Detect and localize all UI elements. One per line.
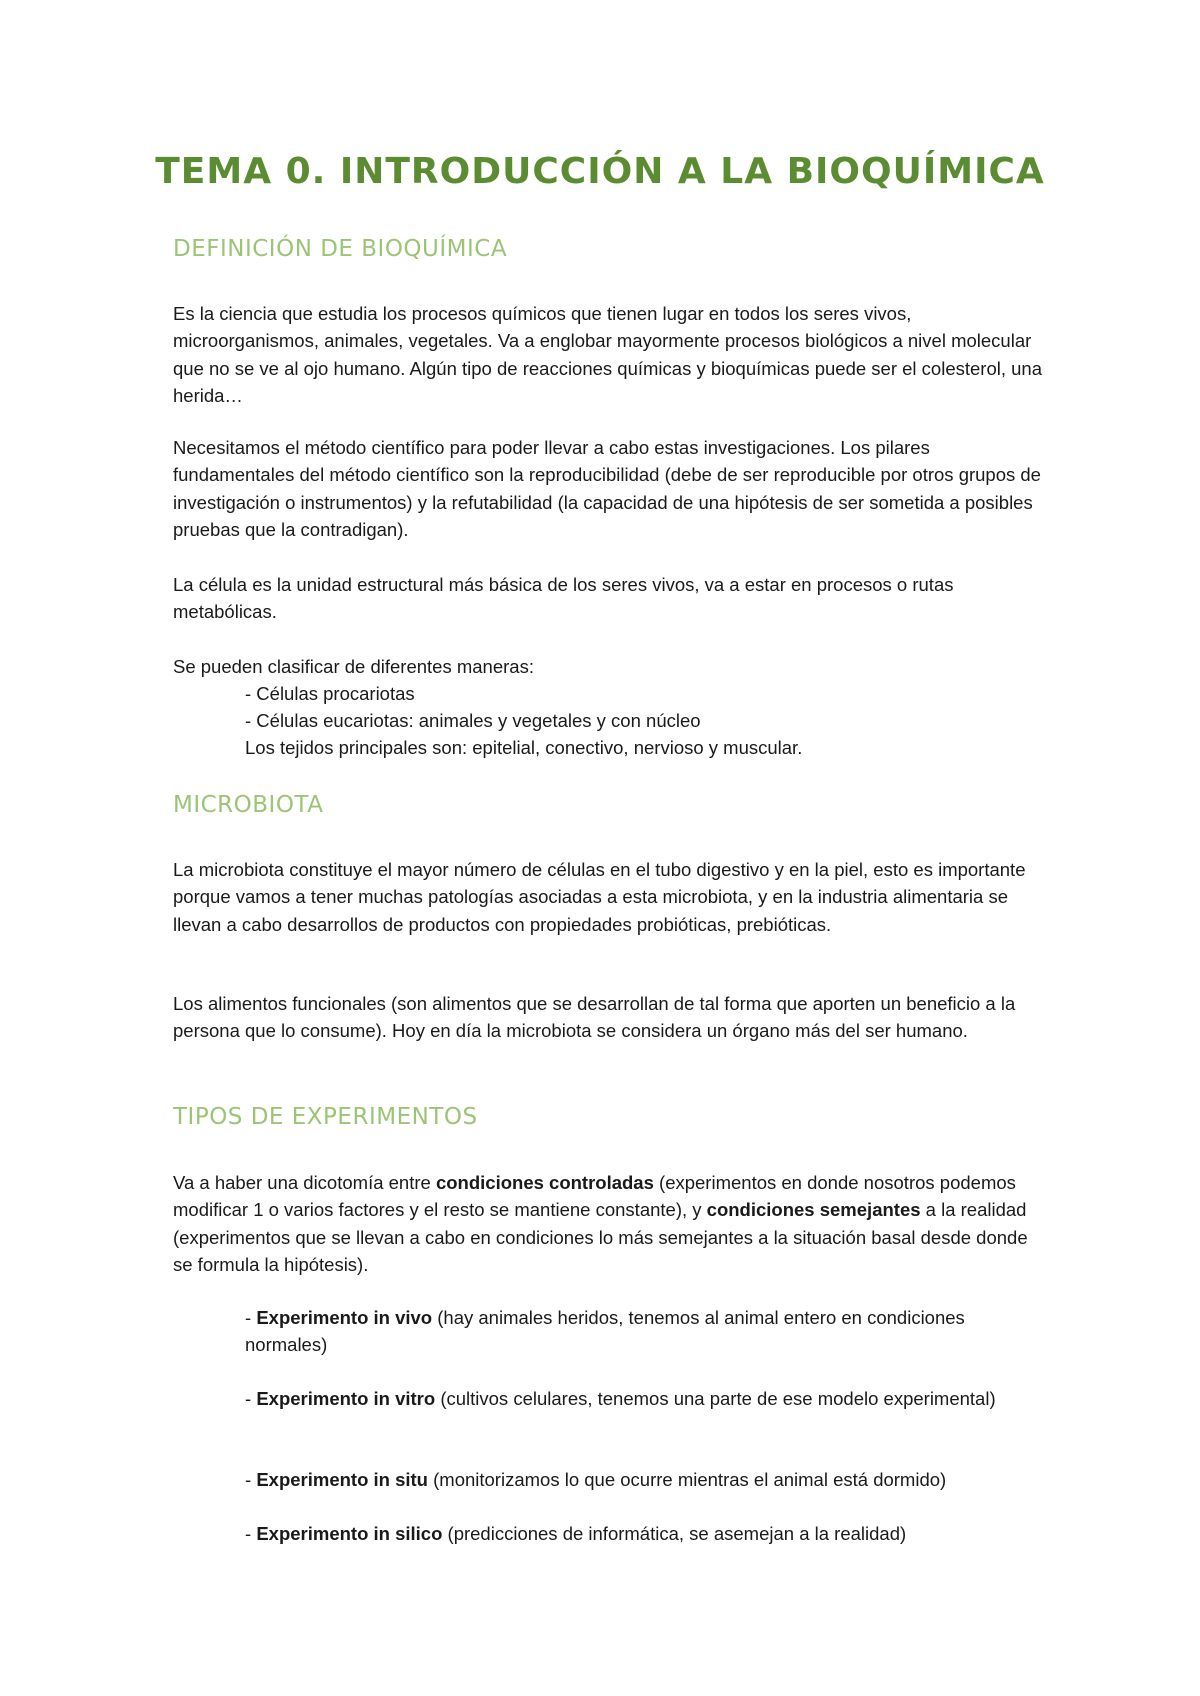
item-text: (predicciones de informática, se asemejan a la realidad)	[442, 1523, 907, 1544]
item-bold: Experimento in silico	[256, 1523, 443, 1544]
item-text: (cultivos celulares, tenemos una parte de ese modelo experimental)	[435, 1388, 996, 1409]
intro-text: (experimentos en donde nosotros podemos modificar 1 o varios factores y el resto se mantiene constante), y	[173, 1172, 1016, 1221]
item-dash: -	[245, 1307, 257, 1328]
item-bold: Experimento in vitro	[256, 1388, 436, 1409]
paragraph-experimentos-intro	[173, 1169, 1043, 1279]
item-dash: -	[245, 1469, 257, 1490]
experiment-item-in-situ	[245, 1466, 1045, 1493]
list-item: - Células eucariotas: animales y vegetales y con núcleo	[245, 710, 701, 731]
intro-bold-controladas: condiciones controladas	[435, 1172, 654, 1193]
experiment-item-in-vitro	[245, 1385, 1045, 1412]
paragraph-microbiota-1: La microbiota constituye el mayor número de células en el tubo digestivo y en la piel, esto es importante porque vamos a tener muchas patologías asociadas a esta microbiota, y en la industria alimentaria se llevan a cabo desarrollos de productos con propiedades probióticas, prebióticas.	[173, 859, 1026, 935]
list-item: Los tejidos principales son: epitelial, conectivo, nervioso y muscular.	[245, 737, 803, 758]
paragraph-definicion-3: La célula es la unidad estructural más básica de los seres vivos, va a estar en procesos o rutas metabólicas.	[173, 574, 954, 623]
item-text: (hay animales heridos, tenemos al animal entero en condiciones normales)	[245, 1307, 965, 1356]
experiment-item-in-vivo	[245, 1304, 1045, 1359]
paragraph-definicion-4: Se pueden clasificar de diferentes maneras:	[173, 656, 534, 677]
document-title: TEMA 0. INTRODUCCIÓN A LA BIOQUÍMICA	[155, 151, 1045, 192]
paragraph-microbiota-2: Los alimentos funcionales (son alimentos que se desarrollan de tal forma que aporten un beneficio a la persona que lo consume). Hoy en día la microbiota se considera un órgano más del ser humano.	[173, 993, 1016, 1042]
intro-text: a la realidad (experimentos que se llevan a cabo en condiciones lo más semejantes a la situación basal desde donde se formula la hipótesis).	[173, 1199, 1028, 1276]
item-dash: -	[245, 1523, 257, 1544]
experiment-item-in-silico	[245, 1520, 1045, 1547]
section-heading-definicion: DEFINICIÓN DE BIOQUÍMICA	[173, 236, 508, 262]
item-dash: -	[245, 1388, 257, 1409]
item-text: (monitorizamos lo que ocurre mientras el animal está dormido)	[427, 1469, 947, 1490]
item-bold: Experimento in vivo	[256, 1307, 433, 1328]
section-heading-microbiota: MICROBIOTA	[173, 792, 324, 818]
list-item: - Células procariotas	[245, 683, 415, 704]
paragraph-definicion-2: Necesitamos el método científico para poder llevar a cabo estas investigaciones. Los pilares fundamentales del método científico son la reproducibilidad (debe de ser reproducible por otros grupos de investigación o instrumentos) y la refutabilidad (la capacidad de una hipótesis de ser sometida a posibles pruebas que la contradigan).	[173, 437, 1041, 541]
section-heading-experimentos: TIPOS DE EXPERIMENTOS	[173, 1104, 478, 1130]
intro-bold-semejantes: condiciones semejantes	[706, 1199, 921, 1221]
paragraph-definicion-1: Es la ciencia que estudia los procesos químicos que tienen lugar en todos los seres vivos, microorganismos, animales, vegetales. Va a englobar mayormente procesos biológicos a nivel molecular que no se ve al ojo humano. Algún tipo de reacciones químicas y bioquímicas puede ser el colesterol, una herida…	[173, 303, 1043, 407]
intro-text: Va a haber una dicotomía entre	[173, 1172, 436, 1193]
item-bold: Experimento in situ	[256, 1469, 428, 1490]
